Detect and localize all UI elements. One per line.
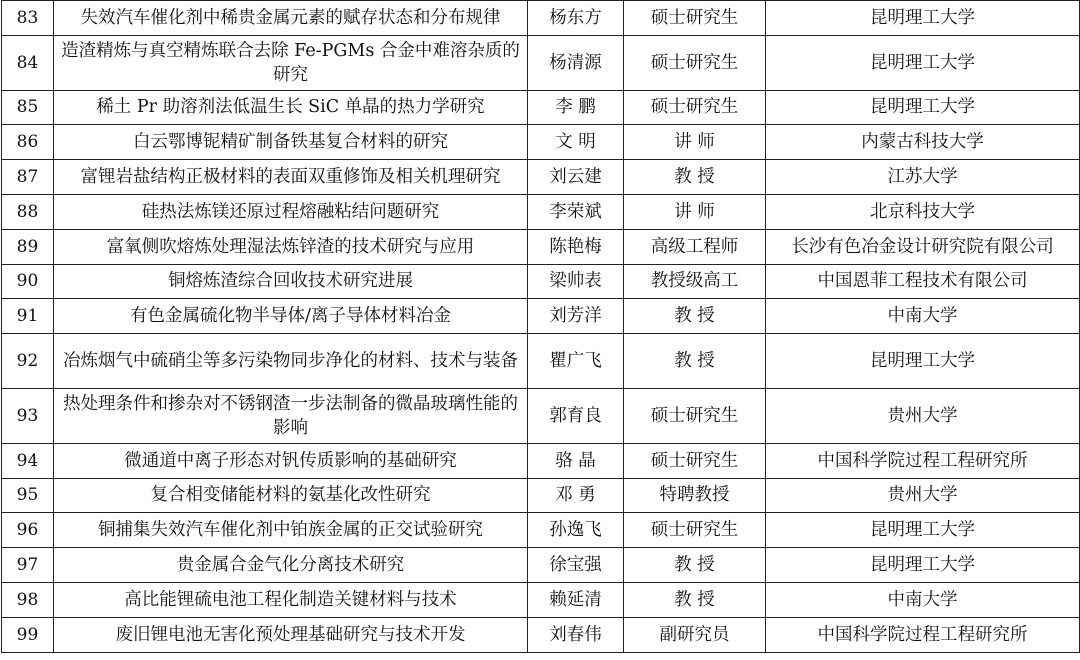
table-row	[2, 264, 1080, 299]
row-number-cell: 96	[2, 513, 54, 548]
author-name-cell: 孙逸飞	[528, 513, 624, 548]
row-number-cell: 90	[2, 264, 54, 299]
table-row	[2, 90, 1080, 125]
author-position-cell: 硕士研究生	[624, 1, 766, 36]
author-position-cell: 教 授	[624, 299, 766, 334]
author-name-cell: 李荣斌	[528, 194, 624, 229]
report-title-cell: 铜熔炼渣综合回收技术研究进展	[54, 264, 528, 299]
author-position-cell: 硕士研究生	[624, 443, 766, 478]
table-body	[2, 1, 1080, 653]
row-number-cell: 98	[2, 582, 54, 617]
report-title-cell: 硅热法炼镁还原过程熔融粘结问题研究	[54, 194, 528, 229]
report-title-cell: 富锂岩盐结构正极材料的表面双重修饰及相关机理研究	[54, 160, 528, 195]
affiliation-cell: 中国恩菲工程技术有限公司	[766, 264, 1080, 299]
author-position-cell: 教 授	[624, 548, 766, 583]
author-name-cell: 徐宝强	[528, 548, 624, 583]
row-number-cell: 93	[2, 388, 54, 443]
author-position-cell: 特聘教授	[624, 478, 766, 513]
author-position-cell: 硕士研究生	[624, 513, 766, 548]
author-name-cell: 刘芳洋	[528, 299, 624, 334]
affiliation-cell: 昆明理工大学	[766, 334, 1080, 389]
row-number-cell: 99	[2, 617, 54, 652]
report-title-cell: 微通道中离子形态对钒传质影响的基础研究	[54, 443, 528, 478]
author-position-cell: 硕士研究生	[624, 388, 766, 443]
affiliation-cell: 贵州大学	[766, 478, 1080, 513]
affiliation-cell: 中南大学	[766, 582, 1080, 617]
author-position-cell: 教授级高工	[624, 264, 766, 299]
report-title-cell: 富氧侧吹熔炼处理湿法炼锌渣的技术研究与应用	[54, 229, 528, 264]
author-position-cell: 副研究员	[624, 617, 766, 652]
report-title-cell: 白云鄂博铌精矿制备铁基复合材料的研究	[54, 125, 528, 160]
affiliation-cell: 昆明理工大学	[766, 90, 1080, 125]
report-title-cell: 热处理条件和掺杂对不锈钢渣一步法制备的微晶玻璃性能的影响	[54, 388, 528, 443]
author-name-cell: 李 鹏	[528, 90, 624, 125]
author-name-cell: 赖延清	[528, 582, 624, 617]
row-number-cell: 94	[2, 443, 54, 478]
table-row	[2, 194, 1080, 229]
report-title-cell: 铜捕集失效汽车催化剂中铂族金属的正交试验研究	[54, 513, 528, 548]
table-row	[2, 478, 1080, 513]
table-row	[2, 299, 1080, 334]
report-title-cell: 贵金属合金气化分离技术研究	[54, 548, 528, 583]
affiliation-cell: 内蒙古科技大学	[766, 125, 1080, 160]
row-number-cell: 91	[2, 299, 54, 334]
report-title-cell: 稀土 Pr 助溶剂法低温生长 SiC 单晶的热力学研究	[54, 90, 528, 125]
table-row	[2, 1, 1080, 36]
row-number-cell: 86	[2, 125, 54, 160]
affiliation-cell: 昆明理工大学	[766, 548, 1080, 583]
author-position-cell: 讲 师	[624, 125, 766, 160]
report-title-cell: 有色金属硫化物半导体/离子导体材料冶金	[54, 299, 528, 334]
table-row	[2, 388, 1080, 443]
report-title-cell: 失效汽车催化剂中稀贵金属元素的赋存状态和分布规律	[54, 1, 528, 36]
table-row	[2, 513, 1080, 548]
author-position-cell: 教 授	[624, 334, 766, 389]
author-name-cell: 杨清源	[528, 35, 624, 90]
row-number-cell: 95	[2, 478, 54, 513]
report-title-cell: 复合相变储能材料的氨基化改性研究	[54, 478, 528, 513]
affiliation-cell: 北京科技大学	[766, 194, 1080, 229]
row-number-cell: 83	[2, 1, 54, 36]
author-position-cell: 高级工程师	[624, 229, 766, 264]
row-number-cell: 85	[2, 90, 54, 125]
report-title-cell: 废旧锂电池无害化预处理基础研究与技术开发	[54, 617, 528, 652]
row-number-cell: 88	[2, 194, 54, 229]
author-name-cell: 陈艳梅	[528, 229, 624, 264]
table-row	[2, 548, 1080, 583]
author-name-cell: 杨东方	[528, 1, 624, 36]
table-row	[2, 582, 1080, 617]
author-name-cell: 刘春伟	[528, 617, 624, 652]
table-row	[2, 160, 1080, 195]
table-row	[2, 35, 1080, 90]
author-position-cell: 硕士研究生	[624, 90, 766, 125]
author-name-cell: 文 明	[528, 125, 624, 160]
author-name-cell: 郭育良	[528, 388, 624, 443]
table-row	[2, 443, 1080, 478]
affiliation-cell: 中国科学院过程工程研究所	[766, 443, 1080, 478]
report-title-cell: 冶炼烟气中硫硝尘等多污染物同步净化的材料、技术与装备	[54, 334, 528, 389]
author-name-cell: 邓 勇	[528, 478, 624, 513]
row-number-cell: 89	[2, 229, 54, 264]
affiliation-cell: 江苏大学	[766, 160, 1080, 195]
author-name-cell: 骆 晶	[528, 443, 624, 478]
row-number-cell: 92	[2, 334, 54, 389]
affiliation-cell: 贵州大学	[766, 388, 1080, 443]
author-name-cell: 梁帅表	[528, 264, 624, 299]
affiliation-cell: 长沙有色冶金设计研究院有限公司	[766, 229, 1080, 264]
author-position-cell: 硕士研究生	[624, 35, 766, 90]
affiliation-cell: 昆明理工大学	[766, 35, 1080, 90]
table-row	[2, 334, 1080, 389]
table-row	[2, 125, 1080, 160]
row-number-cell: 97	[2, 548, 54, 583]
author-name-cell: 刘云建	[528, 160, 624, 195]
author-position-cell: 教 授	[624, 582, 766, 617]
affiliation-cell: 中南大学	[766, 299, 1080, 334]
affiliation-cell: 中国科学院过程工程研究所	[766, 617, 1080, 652]
author-position-cell: 讲 师	[624, 194, 766, 229]
report-title-cell: 造渣精炼与真空精炼联合去除 Fe-PGMs 合金中难溶杂质的研究	[54, 35, 528, 90]
author-name-cell: 瞿广飞	[528, 334, 624, 389]
table-row	[2, 617, 1080, 652]
affiliation-cell: 昆明理工大学	[766, 1, 1080, 36]
table-row	[2, 229, 1080, 264]
affiliation-cell: 昆明理工大学	[766, 513, 1080, 548]
row-number-cell: 87	[2, 160, 54, 195]
report-table	[1, 0, 1080, 653]
report-title-cell: 高比能锂硫电池工程化制造关键材料与技术	[54, 582, 528, 617]
author-position-cell: 教 授	[624, 160, 766, 195]
row-number-cell: 84	[2, 35, 54, 90]
